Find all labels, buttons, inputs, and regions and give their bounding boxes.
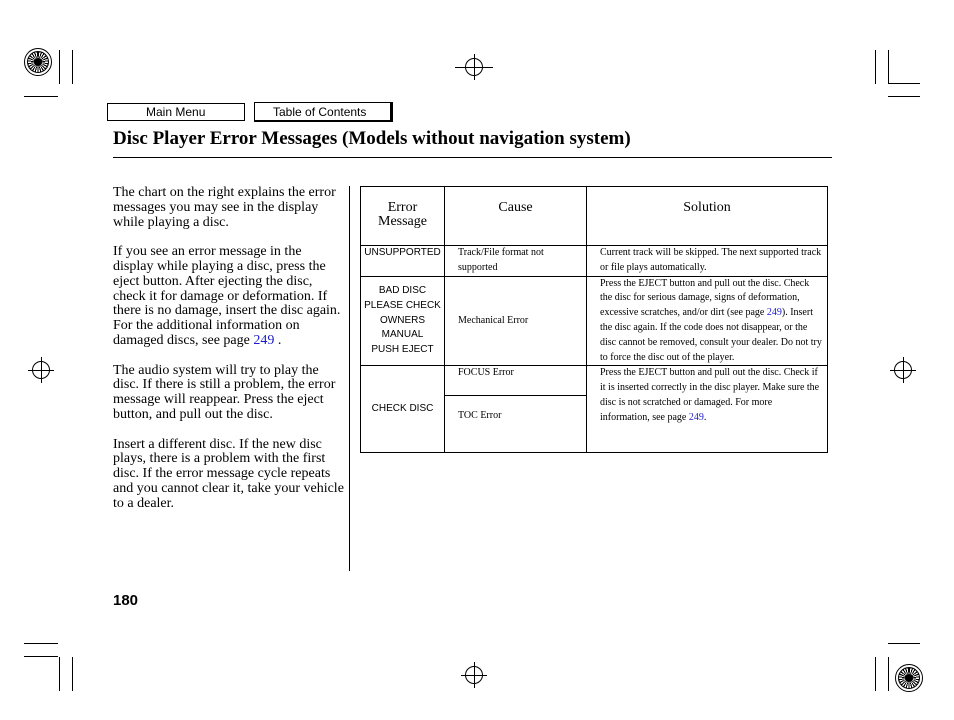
table-header-row	[361, 187, 828, 246]
header-error-message-line1: Error	[387, 200, 418, 215]
registration-mark-icon	[894, 361, 912, 379]
error-message-bad-disc	[361, 276, 445, 366]
error-message-table	[360, 186, 828, 453]
title-divider	[113, 157, 832, 158]
table-row	[361, 366, 828, 396]
header-solution: Solution	[587, 187, 828, 246]
registration-burst-icon	[898, 667, 920, 689]
header-error-message	[361, 187, 445, 246]
page-title: Disc Player Error Messages (Models without navigation system)	[113, 128, 631, 149]
header-cause: Cause	[445, 187, 587, 246]
header-error-message-line2: Message	[378, 214, 427, 229]
bad-disc-line: MANUAL	[381, 329, 424, 341]
cause-toc-error: TOC Error	[445, 396, 587, 453]
paragraph-retry: The audio system will try to play the disc. If there is still a problem, the error message will reappear. Press the eject button, and pull out the disc.	[113, 362, 336, 422]
page-number: 180	[113, 592, 139, 609]
registration-burst-icon	[27, 51, 49, 73]
registration-mark-icon	[465, 666, 483, 684]
bad-disc-line: PUSH EJECT	[371, 344, 434, 356]
cause-unsupported: Track/File format not supported	[445, 246, 587, 277]
damaged-discs-suffix: .	[274, 332, 282, 348]
bad-disc-line: BAD DISC	[378, 284, 427, 296]
cause-bad-disc: Mechanical Error	[445, 276, 587, 366]
solution-bad-disc	[587, 276, 828, 366]
paragraph-eject	[113, 245, 345, 319]
error-message-unsupported: UNSUPPORTED	[361, 246, 445, 277]
solution-unsupported: Current track will be skipped. The next supported track or file plays automatically.	[587, 246, 828, 277]
page-link-249[interactable]: 249	[766, 307, 782, 319]
solution-check-disc	[587, 366, 828, 453]
error-message-check-disc: CHECK DISC	[361, 366, 445, 453]
main-menu-button[interactable]: Main Menu	[107, 103, 245, 121]
paragraph-intro: The chart on the right explains the error messages you may see in the display while playing a disc.	[113, 185, 336, 230]
table-of-contents-button[interactable]: Table of Contents	[254, 102, 393, 122]
paragraph-different-disc: Insert a different disc. If the new disc plays, there is a problem with the first disc. If the error message cycle repeats and you cannot clear it, take your vehicle to a dealer.	[113, 436, 344, 511]
registration-mark-icon	[32, 361, 50, 379]
page-link-249[interactable]: 249	[253, 332, 275, 348]
paragraph-eject-text: If you see an error message in the display while playing a disc, press the eject button. After ejecting the disc, check it for damage or deformation. If there is no damage, insert the disc again.	[113, 244, 341, 319]
paragraph-damaged-discs	[113, 319, 345, 349]
solution-check-disc-text: Press the EJECT button and pull out the disc. Check if it is inserted correctly in the disc player. Make sure the disc is not scratched or damaged. For more information, see page	[600, 367, 820, 423]
page-link-249[interactable]: 249	[688, 411, 704, 423]
solution-bad-disc-text: Press the EJECT button and pull out the disc. Check the disc for serious damage, signs of deformation, excessive scratches, and/or dirt (see page	[600, 277, 810, 319]
solution-bad-disc-text-end: ). Insert the disc again. If the code does not disappear, or the disc cannot be removed, consult your dealer. Do not try to force the disc out of the player.	[600, 307, 822, 363]
damaged-discs-text: For the additional information on damaged discs, see page	[113, 318, 300, 348]
bad-disc-line: OWNERS	[380, 314, 425, 326]
cause-focus-error: FOCUS Error	[445, 366, 587, 396]
table-row	[361, 246, 828, 277]
table-row	[361, 276, 828, 366]
body-text	[113, 186, 345, 526]
bad-disc-line: PLEASE CHECK	[364, 299, 441, 311]
column-divider	[349, 186, 350, 571]
solution-check-disc-text-end: .	[703, 411, 707, 423]
